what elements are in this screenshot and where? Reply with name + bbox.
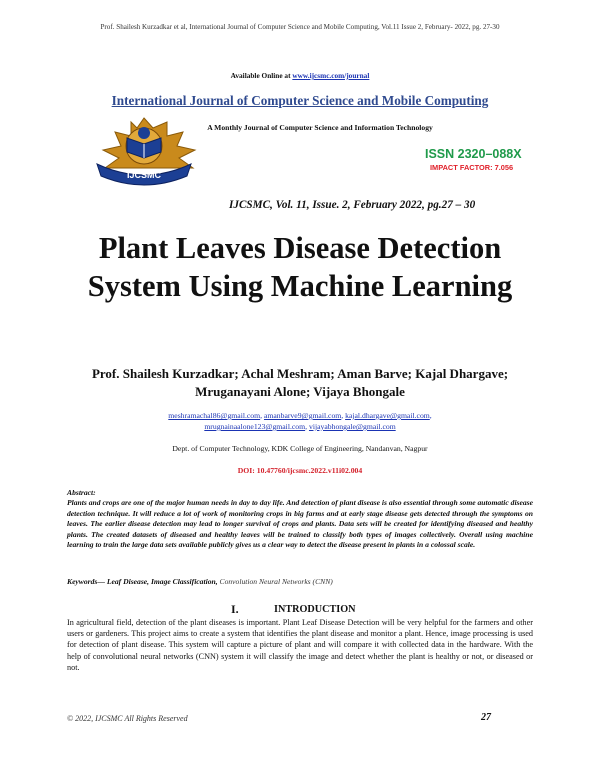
authors: Prof. Shailesh Kurzadkar; Achal Meshram; Aman Barve; Kajal Dhargave; Mruganayani Alone; Vijaya Bhongale bbox=[91, 366, 509, 399]
email-link[interactable]: amanbarve9@gmail.com bbox=[263, 411, 342, 420]
keywords-cnn: Convolution Neural Networks (CNN) bbox=[219, 577, 333, 586]
availability-line bbox=[0, 71, 600, 80]
impact-factor: IMPACT FACTOR: 7.056 bbox=[430, 163, 514, 172]
footer-copyright: © 2022, IJCSMC All Rights Reserved bbox=[67, 714, 188, 723]
email-link[interactable]: mrugnainaalone123@gmail.com bbox=[204, 422, 306, 431]
email-link[interactable]: meshramachal86@gmail.com bbox=[168, 411, 261, 420]
email-link[interactable]: vijayabhongale@gmail.com bbox=[308, 422, 396, 431]
journal-title: International Journal of Computer Science and Mobile Computing bbox=[111, 93, 489, 108]
paper-title: Plant Leaves Disease Detection System Using Machine Learning bbox=[87, 231, 513, 303]
author-emails: meshramachal86@gmail.com, amanbarve9@gmail.com, kajal.dhargave@gmail.com, mrugnainaalone123@gmail.com, vijayabhongale@gmail.com bbox=[168, 411, 432, 431]
keywords-line bbox=[67, 577, 533, 586]
keywords-label: Keywords— bbox=[67, 577, 105, 586]
availability-prefix: Available Online at bbox=[230, 71, 291, 80]
abstract-text: Plants and crops are one of the major human needs in day to day life. And detection of plant disease is also essential through some automatic disease detection technique. It will reduce a lot of work of monitoring crops in big farms and at early stage disease gets detected through the symptoms on leaves. The earlier disease detection may lead to longer survival of crops and plants. Data sets will be created for identifying diseased and healthy plants. The created datasets of diseased and healthy leaves will be trained to classify both types of images collectively. Overall using machine learning to train the large data sets available publicly gives us a clear way to detect the disease present in plants in a colossal scale. bbox=[67, 498, 533, 550]
journal-subtitle: A Monthly Journal of Computer Science and Information Technology bbox=[207, 123, 433, 132]
citation-line: IJCSMC, Vol. 11, Issue. 2, February 2022, pg.27 – 30 bbox=[229, 199, 476, 211]
introduction-text: In agricultural field, detection of the plant diseases is important. Plant Leaf Disease Detection will be very helpful for the farmers and other users or gardeners. This project aims to create a system that identifies the plant disease and monitor a plant. Hence, image processing is used for detection of plant disease. This system will capture a picture of plant and will compare it with collected data in the hardware. With the help of convolutional neural networks (CNN) system it will classify the image and detect whether the plant is healthy or not, or diseased or not. bbox=[67, 618, 533, 672]
keywords-text: Leaf Disease, Image Classification, bbox=[106, 577, 218, 586]
logo-text: IJCSMC bbox=[126, 170, 162, 180]
page-number: 27 bbox=[481, 712, 491, 723]
section-title: INTRODUCTION bbox=[274, 604, 356, 615]
email-link[interactable]: kajal.dhargave@gmail.com bbox=[345, 411, 430, 420]
running-header: Prof. Shailesh Kurzadkar et al, International Journal of Computer Science and Mobile Computing, Vol.11 Issue 2, February- 2022, pg. 27-30 bbox=[100, 23, 500, 31]
doi: DOI: 10.47760/ijcsmc.2022.v11i02.004 bbox=[237, 466, 363, 475]
section-number: I. bbox=[231, 602, 239, 616]
journal-url-link[interactable]: www.ijcsmc.com/journal bbox=[292, 71, 370, 80]
issn: ISSN 2320–088X bbox=[425, 147, 522, 161]
abstract-heading: Abstract: bbox=[67, 488, 96, 497]
department-affiliation: Dept. of Computer Technology, KDK College of Engineering, Nandanvan, Nagpur bbox=[172, 444, 428, 453]
